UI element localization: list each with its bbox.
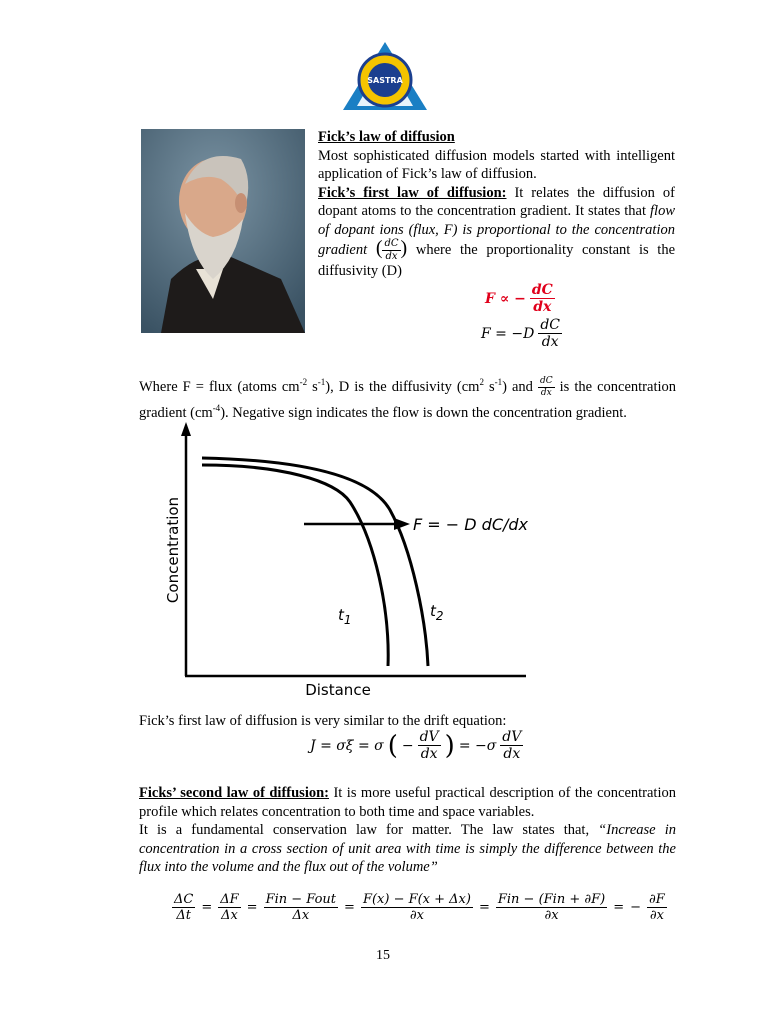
second-law-block	[139, 784, 676, 877]
second-law-paragraph: Ficks’ second law of diffusion: It is more useful practical description of the concentration profile which relates concentration to both time and space variables.	[139, 785, 676, 820]
second-law-equation: $\frac{\Delta C}{\Delta t}$ = $\frac{\Delta F}{\Delta x}$ = $\frac{\text{Fin − Fout}}{\Delta x}$ = $\frac{F(x) - F(x + \Delta x)}{\partial x}$ = $\frac{\text{Fin − (Fin + ∂F)}}{\partial x}$ = − $\frac{\partial F}{\partial x}$	[174, 892, 665, 923]
flux-arrowhead	[394, 518, 410, 530]
eq-frac-5: $\frac{\text{Fin − (Fin + ∂F)}}{\partial x}$	[497, 892, 606, 923]
institution-logo	[335, 40, 435, 112]
first-law-text1: It relates the diffusion of dopant atoms to the concentration gradient. It states that	[318, 184, 675, 219]
y-axis-arrow	[181, 422, 191, 436]
where-paragraph: Where F = flux (atoms $cm^{-2}$ $s^{-1}$), D is the diffusivity ($cm^2$ $s^{-1}$) and $\frac{dC}{dx}$ is the concentration gradient $(cm^{-4})$. Negative sign indicates the flow is down the concentration gradient.	[139, 376, 676, 421]
drift-equation: J = σξ = σ ( − $\frac{dV}{dx}$ ) = −σ $\frac{dV}{dx}$	[310, 729, 522, 762]
curve-t2	[202, 458, 428, 666]
fick-portrait	[141, 129, 305, 333]
eq-frac-4: $\frac{F(x) - F(x + \Delta x)}{\partial x}$	[362, 892, 471, 923]
second-law-label: Ficks’ second law of diffusion:	[139, 785, 329, 801]
intro-paragraph: Most sophisticated diffusion models started with intelligent application of Fick’s law of diffusion.	[318, 147, 675, 182]
flux-label: F = − D dC/dx	[413, 515, 529, 534]
eq-frac-2: $\frac{\Delta F}{\Delta x}$	[220, 892, 239, 923]
eq-frac-3: $\frac{\text{Fin − Fout}}{\Delta x}$	[265, 892, 337, 923]
curve-t1	[202, 465, 388, 666]
drift-fraction-2: $\frac{dV}{dx}$	[502, 729, 522, 762]
diffusion-figure	[150, 420, 530, 705]
curve-t2-label: $t_2$	[430, 602, 444, 623]
first-law-text2: where the proportionality constant is the diffusivity (D)	[318, 242, 676, 280]
drift-paragraph: Fick’s first law of diffusion is very similar to the drift equation:	[139, 713, 507, 729]
fick1-fraction: $\frac{dC}{dx}$	[540, 317, 560, 350]
first-law-label: Fick’s first law of diffusion:	[318, 184, 507, 201]
where-fraction: $\frac{dC}{dx}$	[539, 376, 553, 398]
gradient-fraction: $\frac{dC}{dx}$	[384, 238, 399, 263]
x-axis-label: Distance	[305, 681, 371, 699]
prop-lhs: F ∝ −	[485, 290, 526, 307]
eq-frac-6: $\frac{\partial F}{\partial x}$	[649, 892, 665, 923]
proportional-equation	[485, 283, 555, 314]
y-axis-label: Concentration	[164, 496, 182, 604]
prop-fraction: $\frac{dC}{dx}$	[531, 282, 553, 315]
conservation-paragraph: It is a fundamental conservation law for matter. The law states that, “Increase in concentration in a cross section of unit area with time is simply the difference between the flux into the volume and the flux out of the volume”	[139, 822, 676, 875]
ficks-first-law-equation	[481, 318, 562, 349]
curve-t1-label: $t_1$	[338, 606, 352, 627]
section-title: Fick’s law of diffusion	[318, 129, 455, 145]
fick1-lhs: F = −D	[481, 325, 535, 342]
page-number: 15	[376, 948, 390, 963]
first-law-italic: flow of dopant ions (flux, F) is proportional to the concentration gradient	[318, 203, 675, 258]
drift-fraction-1: $\frac{dV}{dx}$	[419, 729, 439, 762]
logo-center-text: SASTRA	[367, 76, 403, 85]
section-intro-block	[318, 128, 675, 281]
conservation-quote: “Increase in concentration in a cross section of unit area with time is simply the difference between the flux into the volume and the flux out of the volume”	[139, 822, 676, 875]
first-law-paragraph: Fick’s first law of diffusion: It relates the diffusion of dopant atoms to the concentration gradient. It states that flow of dopant ions (flux, F) is proportional to the concentration gradient ( $\frac{dC}{dx}$ ) where the proportionality constant is the diffusivity (D)	[318, 184, 676, 280]
eq-frac-1: $\frac{\Delta C}{\Delta t}$	[174, 892, 194, 923]
